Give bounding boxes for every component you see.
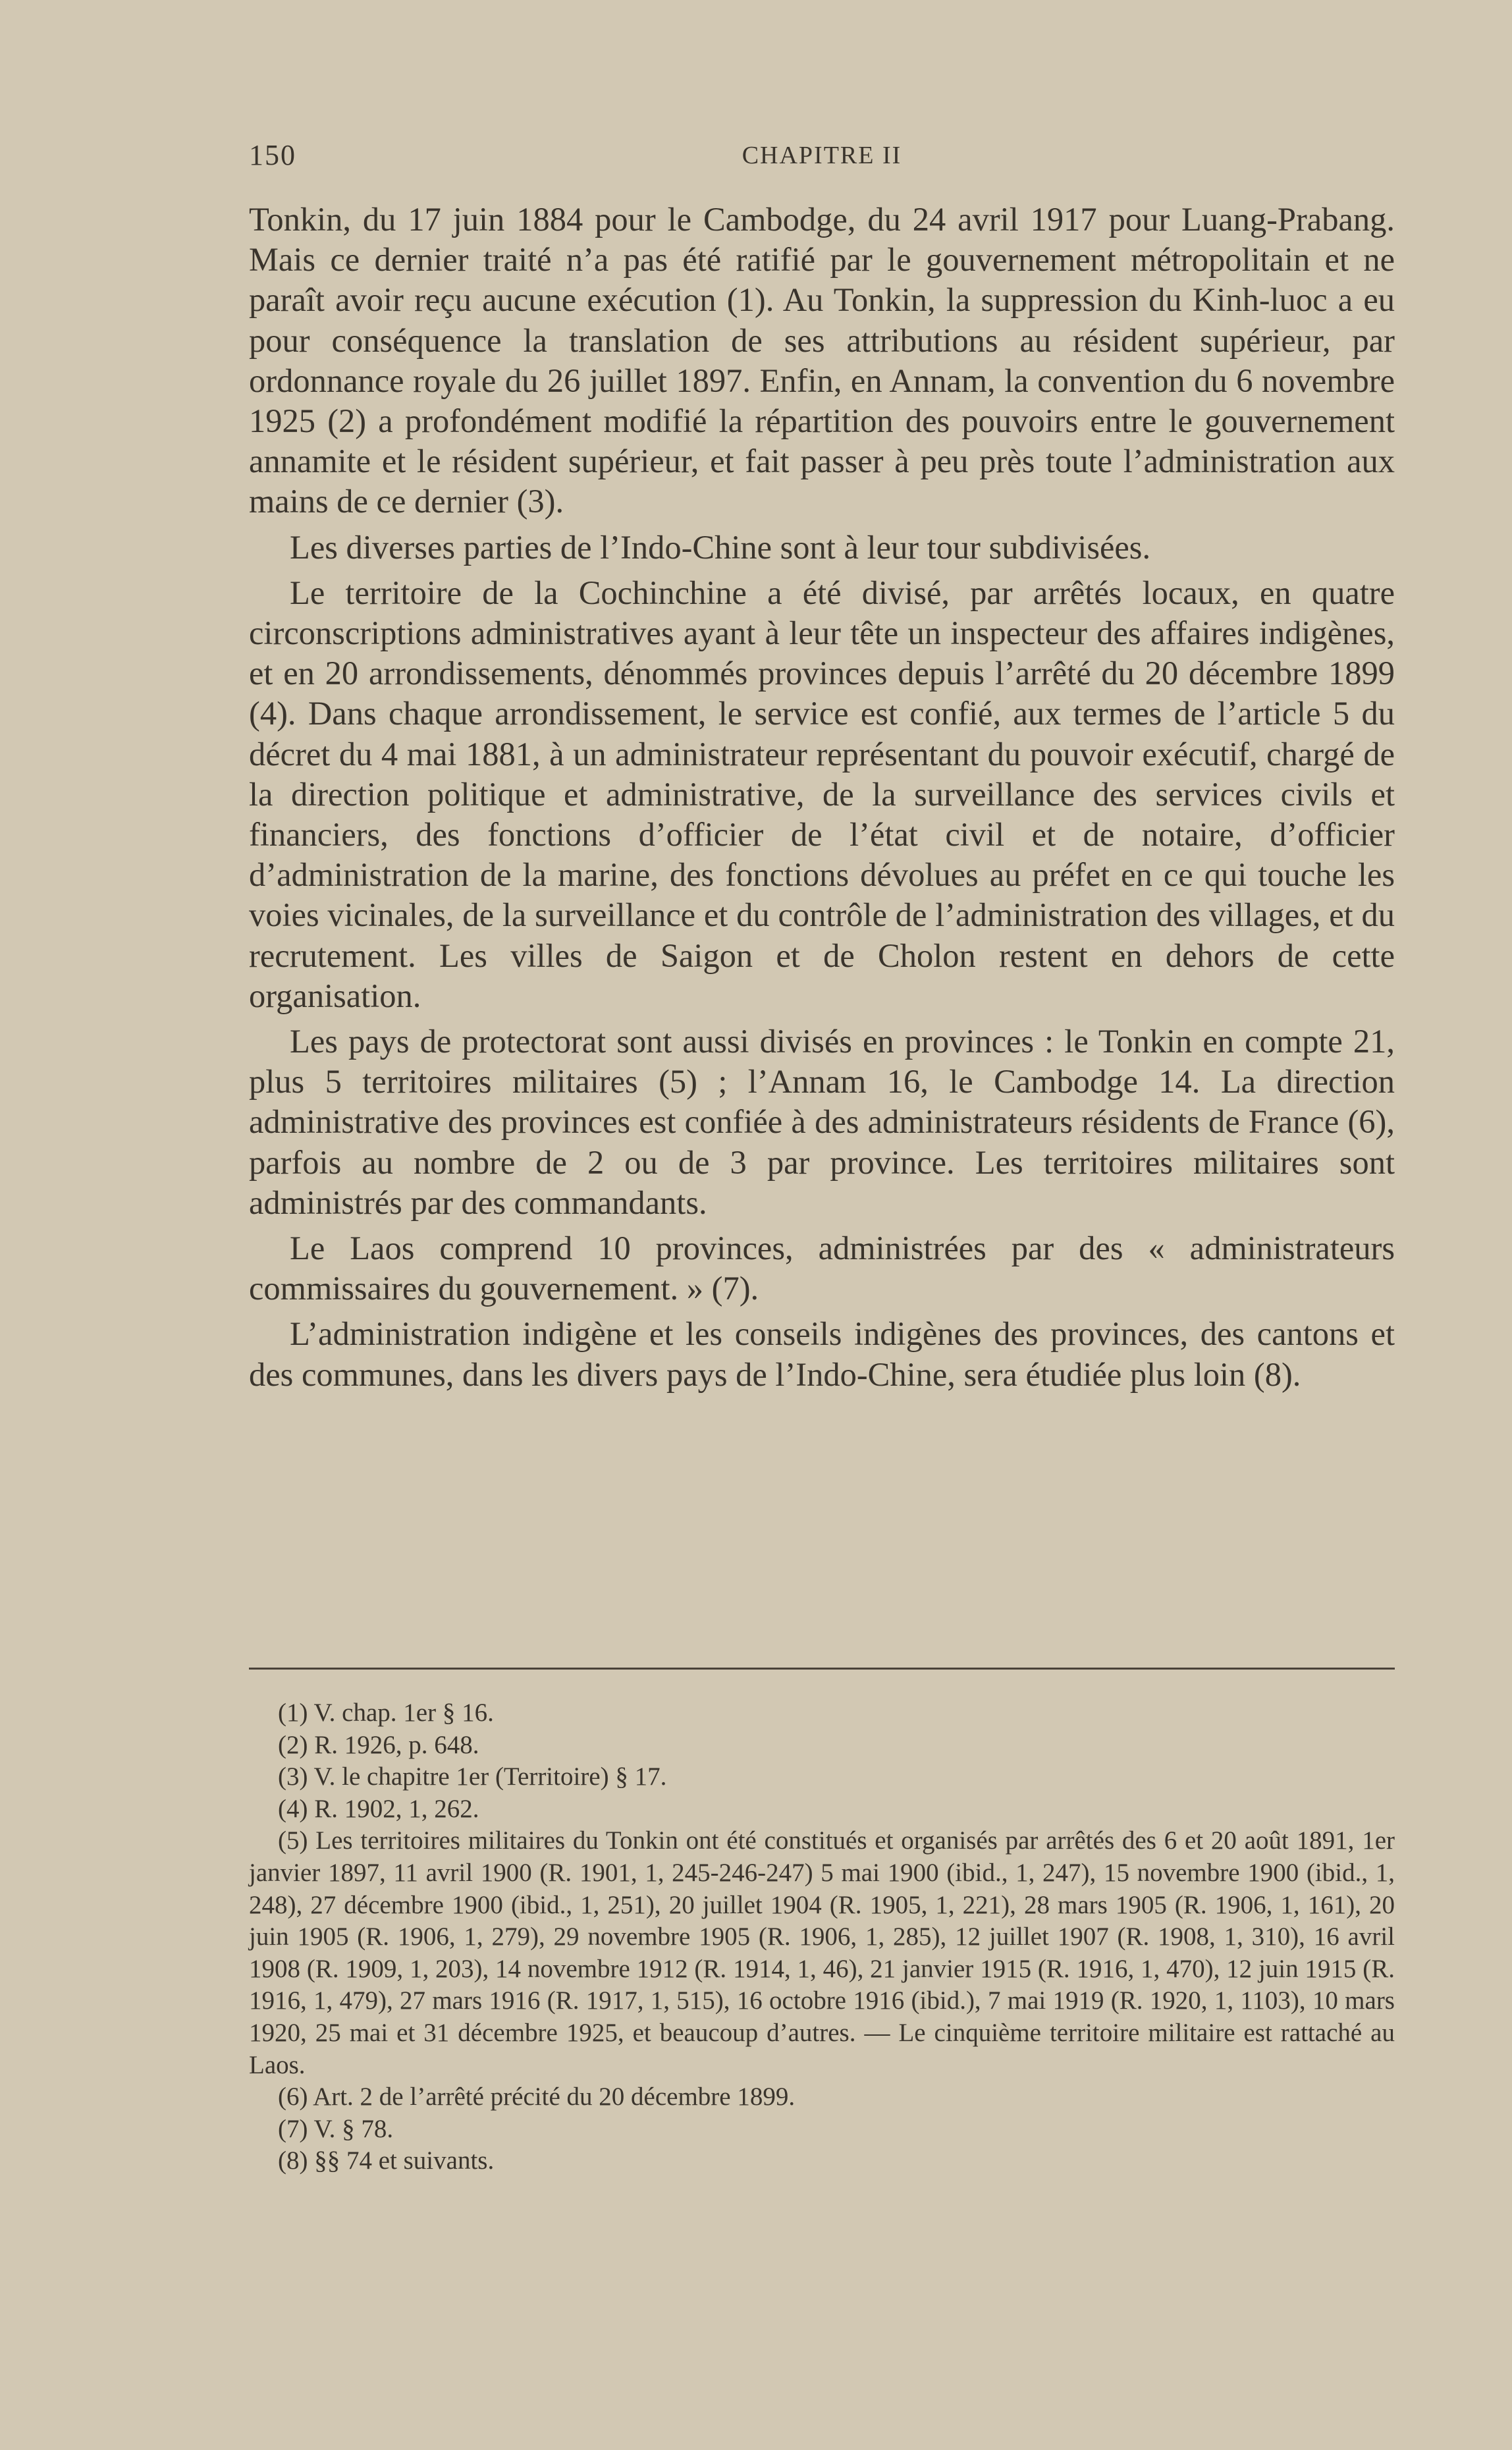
page-number: 150	[249, 139, 296, 171]
footnote: (2) R. 1926, p. 648.	[278, 1730, 479, 1759]
footnote: (3) V. le chapitre 1er (Territoire) § 17.	[278, 1762, 667, 1791]
body-text	[249, 200, 1395, 1400]
footnote: (5) Les territoires militaires du Tonkin ont été constitués et organisés par arrêtés des 6 et 20 août 1891, 1er janvier 1897, 11 avril 1900 (R. 1901, 1, 245-246-247) 5 mai 1900 (ibid., 1, 247), 15 novembre 1900 (ibid., 1, 248), 27 décembre 1900 (ibid., 1, 251), 20 juillet 1904 (R. 1905, 1, 221), 28 mars 1905 (R. 1906, 1, 161), 20 juin 1905 (R. 1906, 1, 279), 29 novembre 1905 (R. 1906, 1, 285), 12 juillet 1907 (R. 1908, 1, 310), 16 avril 1908 (R. 1909, 1, 203), 14 novembre 1912 (R. 1914, 1, 46), 21 janvier 1915 (R. 1916, 1, 470), 12 juin 1915 (R. 1916, 1, 479), 27 mars 1916 (R. 1917, 1, 515), 16 octobre 1916 (ibid.), 7 mai 1919 (R. 1920, 1, 1103), 10 mars 1920, 25 mai et 31 décembre 1925, et beaucoup d’autres. — Le cinquième territoire militaire est rattaché au Laos.	[249, 1826, 1395, 2079]
paragraph: Le Laos comprend 10 provinces, administrées par des « administrateurs commissaires du gouvernement. » (7).	[249, 1230, 1395, 1307]
footnote: (8) §§ 74 et suivants.	[278, 2146, 495, 2175]
footnote: (7) V. § 78.	[278, 2114, 394, 2143]
paragraph: Le territoire de la Cochinchine a été divisé, par arrêtés locaux, en quatre circonscriptions administratives ayant à leur tête un inspecteur des affaires indigènes, et en 20 arrondissements, dénommés provinces depuis l’arrêté du 20 décembre 1899 (4). Dans chaque arrondissement, le service est confié, aux termes de l’article 5 du décret du 4 mai 1881, à un administrateur représentant du pouvoir exécutif, chargé de la direction politique et administrative, de la surveillance des services civils et financiers, des fonctions d’officier de l’état civil et de notaire, d’officier d’administration de la marine, des fonctions dévolues au préfet en ce qui touche les voies vicinales, de la surveillance et du contrôle de l’administration des villages, et du recrutement. Les villes de Saigon et de Cholon restent en dehors de cette organisation.	[249, 574, 1395, 1014]
footnote: (1) V. chap. 1er § 16.	[278, 1699, 494, 1727]
paragraph: Les diverses parties de l’Indo-Chine sont à leur tour subdivisées.	[290, 528, 1151, 566]
paragraph: Les pays de protectorat sont aussi divisés en provinces : le Tonkin en compte 21, plus 5 territoires militaires (5) ; l’Annam 16, le Cambodge 14. La direction administrative des provinces est confiée à des administrateurs résidents de France (6), parfois au nombre de 2 ou de 3 par province. Les territoires militaires sont administrés par des commandants.	[249, 1023, 1395, 1221]
footnote-separator	[249, 1668, 1395, 1670]
page-header	[249, 138, 1395, 178]
footnote: (6) Art. 2 de l’arrêté précité du 20 décembre 1899.	[278, 2082, 796, 2111]
paragraph-continuation: Tonkin, du 17 juin 1884 pour le Cambodge, du 24 avril 1917 pour Luang-Prabang. Mais ce dernier traité n’a pas été ratifié par le gouvernement métropolitain et ne paraît avoir reçu aucune exécution (1). Au Tonkin, la suppression du Kinh-luoc a eu pour conséquence la translation de ses attributions au résident supérieur, par ordonnance royale du 26 juillet 1897. Enfin, en Annam, la convention du 6 novembre 1925 (2) a profondément modifié la répartition des pouvoirs entre le gouvernement annamite et le résident supérieur, et fait passer à peu près toute l’administration aux mains de ce dernier (3).	[249, 201, 1395, 520]
footnotes	[249, 1697, 1395, 2177]
running-head: CHAPITRE II	[742, 142, 902, 169]
paragraph: L’administration indigène et les conseils indigènes des provinces, des cantons et des communes, dans les divers pays de l’Indo-Chine, sera étudiée plus loin (8).	[249, 1315, 1395, 1393]
footnote: (4) R. 1902, 1, 262.	[278, 1794, 479, 1823]
